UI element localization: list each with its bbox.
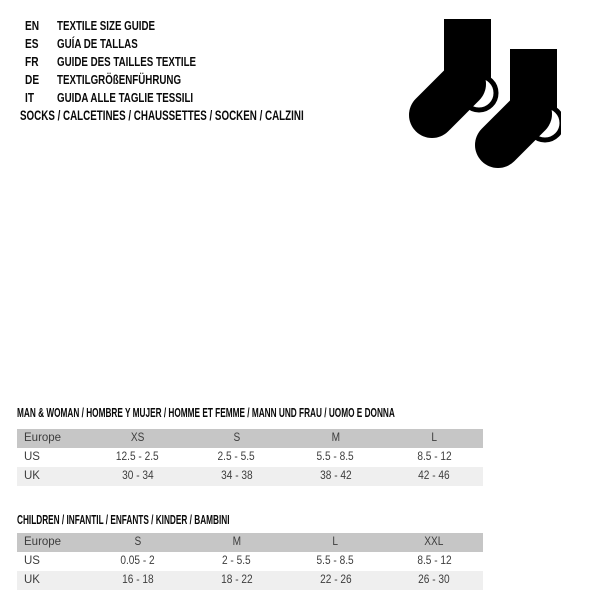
size-cell: 12.5 - 2.5 bbox=[116, 451, 159, 463]
language-row-fr bbox=[25, 52, 242, 70]
col-header-size: M bbox=[232, 536, 241, 548]
size-cell: 18 - 22 bbox=[220, 574, 253, 586]
language-code: EN bbox=[25, 17, 40, 33]
size-cell: 0.05 - 2 bbox=[120, 555, 155, 567]
language-row-es bbox=[25, 34, 242, 52]
row-region-label: UK bbox=[24, 470, 40, 482]
size-cell: 42 - 46 bbox=[418, 470, 450, 482]
language-label: GUIDE DES TAILLES TEXTILE bbox=[57, 53, 197, 69]
language-label: TEXTILE SIZE GUIDE bbox=[57, 17, 156, 33]
col-header-size: S bbox=[134, 536, 141, 548]
language-row-en bbox=[25, 16, 242, 34]
children-table-title: CHILDREN / INFANTIL / ENFANTS / KINDER / BAMBINI bbox=[17, 513, 230, 527]
size-cell: 34 - 38 bbox=[220, 470, 253, 482]
col-header-region: Europe bbox=[24, 536, 62, 548]
col-header-size: XXL bbox=[424, 536, 444, 548]
language-label: GUÍA DE TALLAS bbox=[57, 35, 138, 51]
size-cell: 8.5 - 12 bbox=[416, 555, 452, 567]
col-header-size: S bbox=[233, 432, 240, 444]
row-region-label: UK bbox=[24, 574, 40, 586]
size-cell: 8.5 - 12 bbox=[416, 451, 452, 463]
table-row-uk bbox=[17, 467, 483, 486]
language-list bbox=[25, 16, 242, 106]
size-cell: 30 - 34 bbox=[121, 470, 154, 482]
col-header-size: XS bbox=[130, 432, 145, 444]
adults-table-title: MAN & WOMAN / HOMBRE Y MUJER / HOMME ET FEMME / MANN UND FRAU / UOMO E DONNA bbox=[17, 406, 395, 420]
language-label: GUIDA ALLE TAGLIE TESSILI bbox=[57, 89, 194, 105]
language-code: DE bbox=[25, 71, 40, 87]
row-region-label: US bbox=[24, 451, 40, 463]
col-header-size: L bbox=[332, 536, 339, 548]
size-cell: 38 - 42 bbox=[319, 470, 352, 482]
language-code: ES bbox=[25, 35, 39, 51]
table-row-us bbox=[17, 552, 483, 571]
category-title: SOCKS / CALCETINES / CHAUSSETTES / SOCKEN / CALZINI bbox=[20, 107, 304, 123]
size-cell: 5.5 - 8.5 bbox=[316, 451, 355, 463]
language-code: FR bbox=[25, 53, 39, 69]
size-cell: 22 - 26 bbox=[319, 574, 352, 586]
row-region-label: US bbox=[24, 555, 40, 567]
size-cell: 2.5 - 5.5 bbox=[217, 451, 256, 463]
size-cell: 16 - 18 bbox=[121, 574, 154, 586]
adults-size-table bbox=[17, 429, 483, 486]
size-cell: 5.5 - 8.5 bbox=[316, 555, 355, 567]
language-label: TEXTILGRÖßENFÜHRUNG bbox=[57, 71, 182, 87]
size-cell: 26 - 30 bbox=[418, 574, 450, 586]
table-header-row bbox=[17, 533, 483, 552]
col-header-size: L bbox=[431, 432, 437, 444]
col-header-size: M bbox=[331, 432, 340, 444]
language-code: IT bbox=[25, 89, 35, 105]
children-size-table bbox=[17, 533, 483, 590]
socks-icon bbox=[409, 14, 561, 174]
language-row-it bbox=[25, 88, 242, 106]
col-header-region: Europe bbox=[24, 432, 62, 444]
table-header-row bbox=[17, 429, 483, 448]
size-cell: 2 - 5.5 bbox=[222, 555, 251, 567]
table-row-us bbox=[17, 448, 483, 467]
language-row-de bbox=[25, 70, 242, 88]
table-row-uk bbox=[17, 571, 483, 590]
